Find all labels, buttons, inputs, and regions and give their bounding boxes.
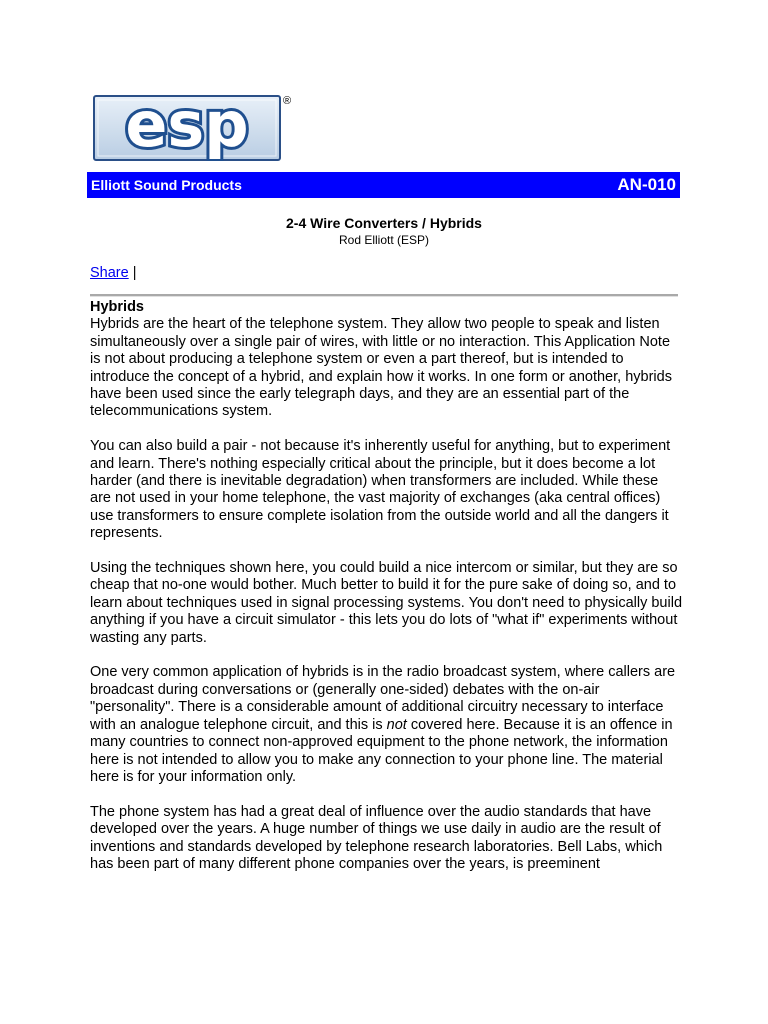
registered-mark: ®	[283, 95, 292, 107]
article-body	[90, 299, 682, 873]
esp-logo	[93, 95, 281, 161]
paragraph-text: One very common application of hybrids is in the radio broadcast system, where callers are broadcast during conversations or (generally one-sided) debates with the on-air "personality". There is a considerable amount of additional circuitry necessary to interface with an analogue telephone circuit, and this is	[90, 664, 676, 733]
share-bar	[90, 264, 137, 282]
paragraph: Hybrids are the heart of the telephone system. They allow two people to speak and listen simultaneously over a single pair of wires, with little or no interaction. This Application Note is not about producing a telephone system or even a part thereof, but is intended to introduce the concept of a hybrid, and explain how it works. In one form or another, hybrids have been used since the early telegraph days, and they are an essential part of the telecommunications system.	[90, 316, 672, 420]
share-separator: |	[128, 265, 137, 281]
paragraph: The phone system has had a great deal of influence over the audio standards that have developed over the years. A huge number of things we use daily in audio are the result of inventions and standards developed by telephone research laboratories. Bell Labs, which has been part of many different phone companies over the years, is preeminent	[90, 803, 663, 872]
paragraph-text: covered here. Because it is an offence in many countries to connect non-approved equipment to the phone network, the information here is not intended to allow you to make any connection to your phone line. The material here is for your information only.	[90, 716, 673, 785]
paragraph: You can also build a pair - not because it's inherently useful for anything, but to experiment and learn. There's nothing especially critical about the principle, but it does become a lot harder (and there is inevitable degradation) when transformers are included. While these are not used in your home telephone, the vast majority of exchanges (aka central offices) use transformers to ensure complete isolation from the outside world and all the dangers it represents.	[90, 438, 671, 542]
horizontal-rule	[90, 294, 678, 297]
article-author: Rod Elliott (ESP)	[338, 233, 430, 247]
article-title: 2-4 Wire Converters / Hybrids	[286, 215, 482, 231]
site-name: Elliott Sound Products	[91, 177, 242, 193]
paragraph: Using the techniques shown here, you could build a nice intercom or similar, but they are so cheap that no-one would bother. Much better to build it for the pure sake of doing so, and to learn about techniques used in signal processing systems. You don't need to physically build anything if you have a circuit simulator - this lets you do lots of "what if" experiments without wasting any parts.	[90, 560, 683, 646]
header-banner	[87, 172, 680, 198]
paragraph	[90, 664, 682, 786]
emphasis-text: not	[386, 716, 407, 733]
share-link[interactable]: Share	[90, 265, 129, 281]
doc-code: AN-010	[617, 175, 676, 194]
section-heading: Hybrids	[90, 299, 144, 315]
svg-text:esp: esp	[125, 95, 249, 161]
